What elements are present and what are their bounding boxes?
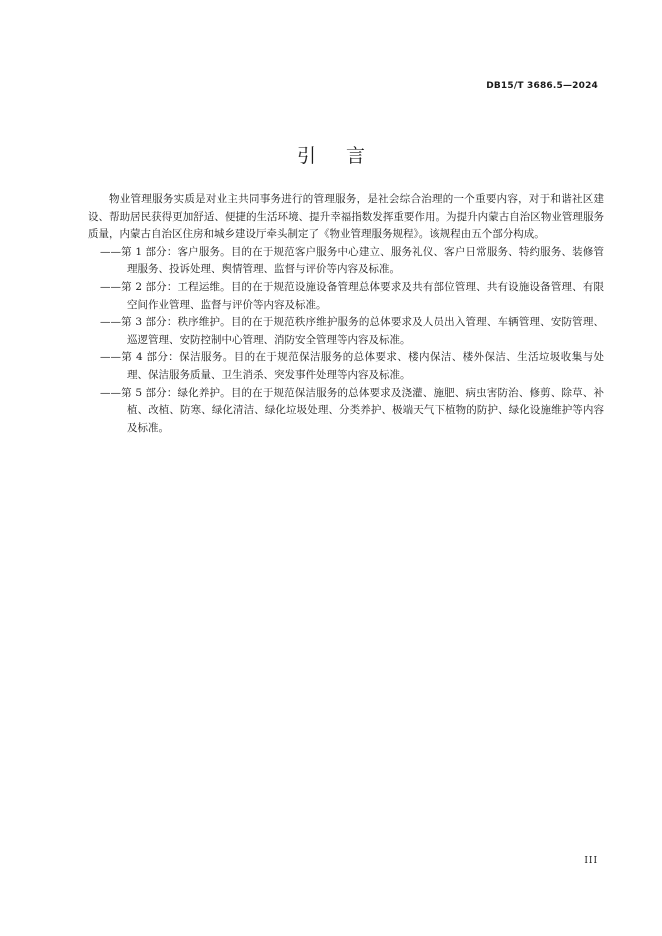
part-5-item: ——第 5 部分：绿化养护。目的在于规范保洁服务的总体要求及浇灌、施肥、病虫害防治、修剪、除草、补植、改植、防寒、绿化清洁、绿化垃圾处理、分类养护、极端天气下植物的防护、绿化设施维护等内容及标准。 bbox=[100, 386, 604, 434]
standard-code: DB15/T 3686.5—2024 bbox=[486, 81, 598, 91]
intro-paragraph: 物业管理服务实质是对业主共同事务进行的管理服务，是社会综合治理的一个重要内容，对于和谐社区建设、帮助居民获得更加舒适、便捷的生活环境、提升幸福指数发挥重要作用。为提升内蒙古自治区物业管理服务质量，内蒙古自治区住房和城乡建设厅牵头制定了《物业管理服务规程》。该规程由五个部分构成。 bbox=[88, 193, 604, 241]
part-4-item: ——第 4 部分：保洁服务。目的在于规范保洁服务的总体要求、楼内保洁、楼外保洁、生活垃圾收集与处理、保洁服务质量、卫生消杀、突发事件处理等内容及标准。 bbox=[100, 351, 604, 381]
part-1-item: ——第 1 部分：客户服务。目的在于规范客户服务中心建立、服务礼仪、客户日常服务、特约服务、装修管理服务、投诉处理、舆情管理、监督与评价等内容及标准。 bbox=[100, 245, 604, 276]
page-number: III bbox=[584, 856, 598, 866]
part-2-item: ——第 2 部分：工程运维。目的在于规范设施设备管理总体要求及共有部位管理、共有设施设备管理、有限空间作业管理、监督与评价等内容及标准。 bbox=[100, 280, 604, 311]
page-title: 引言 bbox=[296, 145, 395, 167]
document-body bbox=[88, 191, 604, 437]
part-3-item: ——第 3 部分：秩序维护。目的在于规范秩序维护服务的总体要求及人员出入管理、车辆管理、安防管理、巡逻管理、安防控制中心管理、消防安全管理等内容及标准。 bbox=[100, 316, 604, 346]
